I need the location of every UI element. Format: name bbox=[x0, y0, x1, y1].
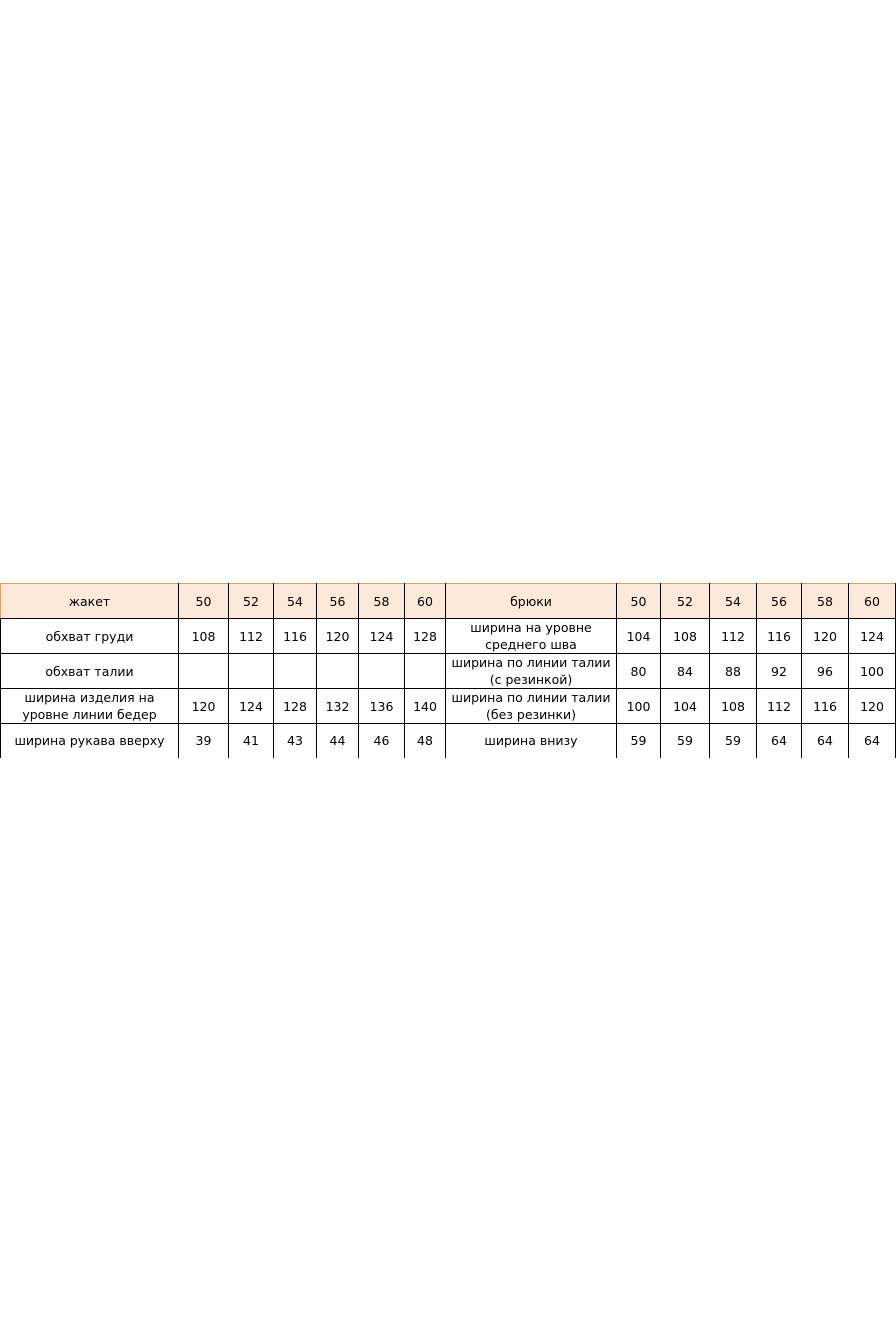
pants-value-cell: 88 bbox=[710, 654, 757, 689]
pants-value-cell: 116 bbox=[757, 619, 802, 654]
pants-size-cell: 60 bbox=[849, 584, 896, 619]
table-row bbox=[1, 689, 896, 724]
pants-value-cell: 80 bbox=[617, 654, 661, 689]
pants-value-cell: 120 bbox=[849, 689, 896, 724]
jacket-measure-label: обхват груди bbox=[1, 619, 179, 654]
jacket-value-cell: 41 bbox=[229, 724, 274, 758]
jacket-measure-label: обхват талии bbox=[1, 654, 179, 689]
jacket-size-cell: 54 bbox=[274, 584, 317, 619]
pants-measure-label: ширина по линии талии (с резинкой) bbox=[446, 654, 617, 689]
jacket-measure-label: ширина изделия на уровне линии бедер bbox=[1, 689, 179, 724]
pants-size-cell: 52 bbox=[661, 584, 710, 619]
pants-value-cell: 84 bbox=[661, 654, 710, 689]
pants-value-cell: 64 bbox=[757, 724, 802, 758]
pants-value-cell: 96 bbox=[802, 654, 849, 689]
table-row bbox=[1, 619, 896, 654]
header-row bbox=[1, 584, 896, 619]
pants-value-cell: 120 bbox=[802, 619, 849, 654]
jacket-size-cell: 50 bbox=[179, 584, 229, 619]
pants-value-cell: 64 bbox=[802, 724, 849, 758]
jacket-value-cell: 108 bbox=[179, 619, 229, 654]
jacket-value-cell bbox=[179, 654, 229, 689]
pants-measure-label: ширина по линии талии (без резинки) bbox=[446, 689, 617, 724]
jacket-value-cell: 120 bbox=[317, 619, 359, 654]
pants-size-cell: 56 bbox=[757, 584, 802, 619]
pants-measure-label: ширина внизу bbox=[446, 724, 617, 758]
jacket-value-cell: 43 bbox=[274, 724, 317, 758]
pants-value-cell: 59 bbox=[710, 724, 757, 758]
pants-value-cell: 104 bbox=[617, 619, 661, 654]
jacket-value-cell: 44 bbox=[317, 724, 359, 758]
jacket-value-cell: 124 bbox=[359, 619, 405, 654]
pants-value-cell: 116 bbox=[802, 689, 849, 724]
jacket-value-cell: 46 bbox=[359, 724, 405, 758]
jacket-size-cell: 56 bbox=[317, 584, 359, 619]
pants-value-cell: 100 bbox=[617, 689, 661, 724]
pants-value-cell: 59 bbox=[617, 724, 661, 758]
pants-header-cell: брюки bbox=[446, 584, 617, 619]
jacket-size-cell: 60 bbox=[405, 584, 446, 619]
pants-value-cell: 100 bbox=[849, 654, 896, 689]
jacket-size-cell: 58 bbox=[359, 584, 405, 619]
pants-value-cell: 108 bbox=[710, 689, 757, 724]
pants-value-cell: 112 bbox=[710, 619, 757, 654]
pants-value-cell: 92 bbox=[757, 654, 802, 689]
jacket-value-cell: 48 bbox=[405, 724, 446, 758]
pants-value-cell: 124 bbox=[849, 619, 896, 654]
jacket-value-cell: 116 bbox=[274, 619, 317, 654]
pants-value-cell: 64 bbox=[849, 724, 896, 758]
jacket-value-cell bbox=[405, 654, 446, 689]
jacket-value-cell: 120 bbox=[179, 689, 229, 724]
jacket-value-cell: 132 bbox=[317, 689, 359, 724]
jacket-value-cell bbox=[317, 654, 359, 689]
jacket-value-cell: 136 bbox=[359, 689, 405, 724]
jacket-value-cell: 112 bbox=[229, 619, 274, 654]
jacket-value-cell: 140 bbox=[405, 689, 446, 724]
jacket-header-cell: жакет bbox=[1, 584, 179, 619]
table-row bbox=[1, 654, 896, 689]
pants-size-cell: 54 bbox=[710, 584, 757, 619]
table-row bbox=[1, 724, 896, 758]
jacket-size-cell: 52 bbox=[229, 584, 274, 619]
jacket-value-cell: 39 bbox=[179, 724, 229, 758]
pants-measure-label: ширина на уровне среднего шва bbox=[446, 619, 617, 654]
jacket-value-cell: 128 bbox=[274, 689, 317, 724]
pants-value-cell: 104 bbox=[661, 689, 710, 724]
size-chart-table bbox=[0, 583, 896, 758]
jacket-value-cell bbox=[229, 654, 274, 689]
pants-size-cell: 58 bbox=[802, 584, 849, 619]
pants-value-cell: 59 bbox=[661, 724, 710, 758]
jacket-value-cell: 128 bbox=[405, 619, 446, 654]
pants-size-cell: 50 bbox=[617, 584, 661, 619]
pants-value-cell: 112 bbox=[757, 689, 802, 724]
pants-value-cell: 108 bbox=[661, 619, 710, 654]
jacket-value-cell: 124 bbox=[229, 689, 274, 724]
jacket-value-cell bbox=[274, 654, 317, 689]
jacket-measure-label: ширина рукава вверху bbox=[1, 724, 179, 758]
jacket-value-cell bbox=[359, 654, 405, 689]
